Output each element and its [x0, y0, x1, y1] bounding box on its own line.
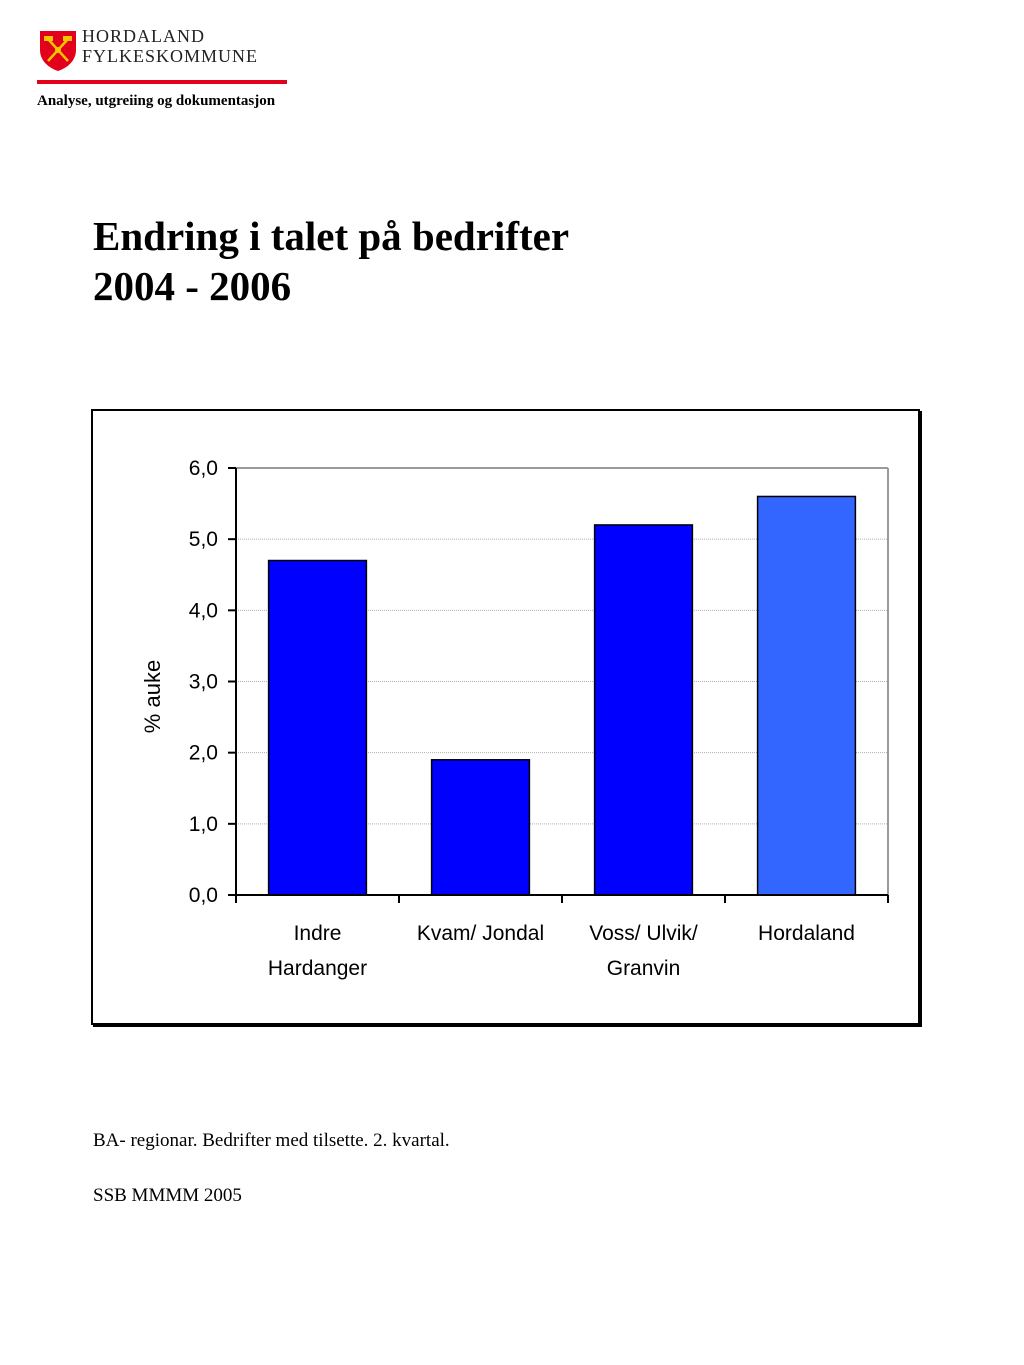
y-tick-label: 0,0	[188, 884, 218, 907]
x-tick-label: Voss/ Ulvik/	[589, 922, 698, 945]
title-line-2: 2004 - 2006	[93, 263, 292, 309]
y-axis-label: % auke	[140, 659, 165, 734]
bar	[758, 496, 856, 895]
title-line-1: Endring i talet på bedrifter	[93, 213, 570, 259]
organization-name	[82, 26, 258, 66]
header-divider	[37, 80, 287, 84]
y-tick-label: 4,0	[188, 599, 218, 623]
chart-frame	[91, 409, 920, 1025]
org-line-1: HORDALAND	[82, 26, 205, 46]
x-tick-label: Granvin	[606, 957, 681, 980]
bar	[269, 561, 367, 895]
bar-chart	[93, 411, 918, 1023]
x-tick-label: Indre	[293, 922, 342, 945]
org-line-2: FYLKESKOMMUNE	[82, 46, 259, 66]
x-tick-label: Hardanger	[267, 957, 368, 980]
source-note: BA- regionar. Bedrifter med tilsette. 2. kvartal.	[93, 1130, 450, 1151]
page-title	[93, 211, 569, 311]
y-tick-label: 1,0	[188, 812, 218, 836]
x-tick-label: Hordaland	[758, 922, 855, 945]
y-tick-label: 6,0	[188, 457, 218, 480]
y-tick-label: 3,0	[188, 670, 218, 694]
bar	[432, 760, 530, 895]
source-reference: SSB MMMM 2005	[93, 1185, 242, 1206]
department-name: Analyse, utgreiing og dokumentasjon	[37, 93, 276, 109]
bar	[595, 525, 693, 895]
coat-of-arms-icon	[36, 28, 80, 72]
y-tick-label: 5,0	[188, 528, 218, 552]
y-tick-label: 2,0	[188, 741, 218, 765]
x-tick-label: Kvam/ Jondal	[416, 922, 545, 945]
